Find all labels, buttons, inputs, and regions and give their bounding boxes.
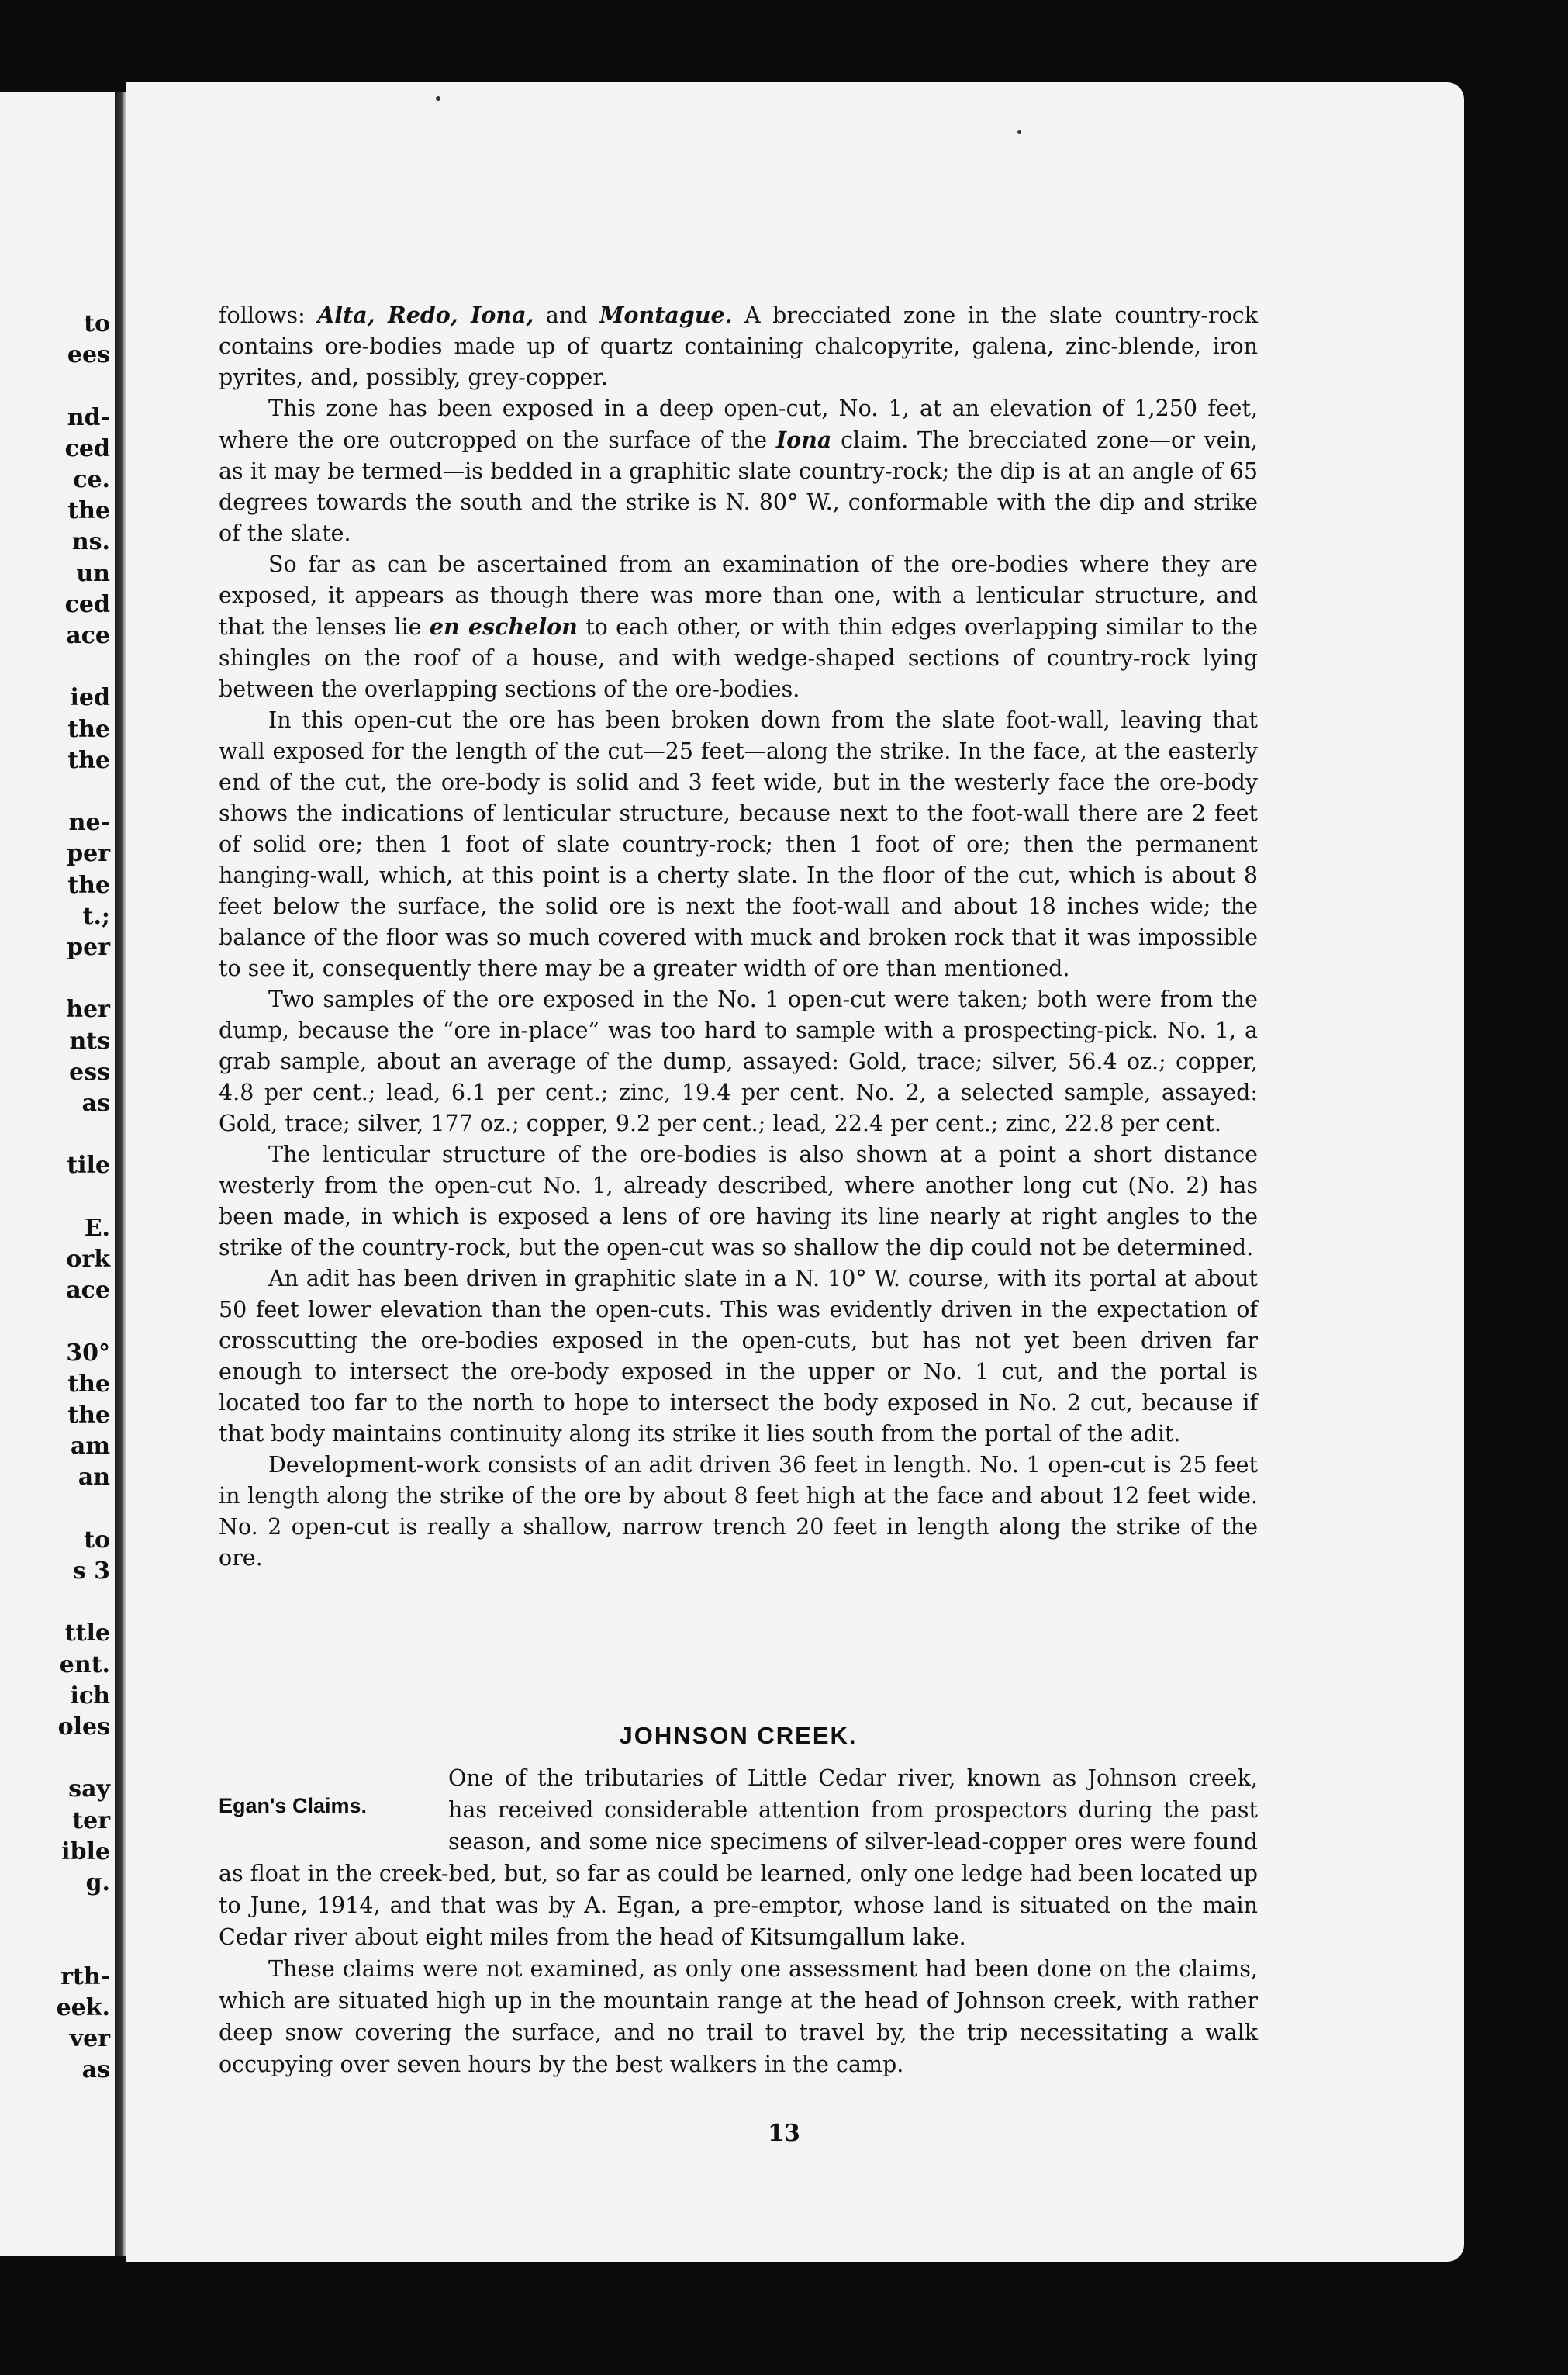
italic-run: Montague. — [599, 302, 733, 328]
section-heading: JOHNSON CREEK. — [619, 1722, 858, 1749]
page-number: 13 — [768, 2120, 800, 2147]
text-run: follows: — [219, 302, 318, 328]
facing-page-fragment: g. — [85, 1869, 110, 1896]
facing-page-fragment: am — [70, 1433, 110, 1461]
facing-page-fragment: to — [84, 310, 110, 337]
facing-page-fragment: per — [67, 840, 110, 868]
facing-page-fragment: eek. — [56, 1993, 110, 2021]
paragraph: These claims were not examined, as only one assessment had been done on the claims, which are situated high up in the mountain range at the head of Johnson creek, with rather deep snow covering the surface, and no trail to travel by, the trip necessitating a walk occupying over seven hours by the best walkers in the camp. — [219, 1956, 1258, 2077]
facing-page-fragment: to — [84, 1526, 110, 1554]
facing-page-fragment: the — [67, 715, 110, 743]
facing-page-fragment: ced — [64, 590, 110, 618]
text-run: claim. The brecciated zone—or vein, as it may be termed—is bedded in a graphitic slate country-rock; the dip is at an angle of 65 degrees towards the south and the strike is N. 80° W., conformable with the dip and strike of the slate. — [219, 427, 1258, 546]
paragraph: One of the tributaries of Little Cedar river, known as Johnson creek, has received considerable attention from prospectors during the past season, and some nice specimens of silver-lead-copper ores were found as float in the creek-bed, but, so far as could be learned, only one ledge had been located up to June, 1914, and that was by A. Egan, a pre-emptor, whose land is situated on the main Cedar river about eight miles from the head of Kitsumgallum lake. — [219, 1765, 1258, 1950]
facing-page-fragment: ace — [66, 622, 110, 649]
facing-page-fragment: t.; — [82, 902, 110, 930]
text-run: A brecciated zone in the slate country-rock contains ore-bodies made up of quartz containing chalcopyrite, galena, zinc-blende, iron pyrites, and, possibly, grey-copper. — [219, 302, 1258, 390]
sidenote-egans-claims: Egan's Claims. — [219, 1794, 367, 1817]
facing-page-fragment: ible — [61, 1837, 110, 1865]
text-run: This zone has been exposed in a deep open-cut, No. 1, at an elevation of 1,250 feet, where the ore outcropped on the surface of the — [219, 396, 1258, 453]
facing-page-fragment: her — [66, 996, 110, 1024]
paragraph — [219, 393, 1258, 549]
paragraph — [219, 299, 1258, 393]
text-run: The lenticular structure of the ore-bodies is also shown at a point a short distance westerly from the open-cut No. 1, already described, where another long cut (No. 2) has been made, in which is exposed a lens of ore having its line nearly at right angles to the strike of the country-rock, but the open-cut was so shallow the dip could not be determined. — [219, 1142, 1258, 1260]
facing-page-fragment: ork — [66, 1246, 110, 1273]
text-run: to each other, or with thin edges overlapping similar to the shingles on the roof of a house, and with wedge-shaped sections of country-rock lying between the overlapping sections of the ore-bodies. — [219, 614, 1259, 702]
paragraph — [219, 984, 1258, 1139]
text-run: In this open-cut the ore has been broken down from the slate foot-wall, leaving that wall exposed for the length of the cut—25 feet—along the strike. In the face, at the easterly end of the cut, the ore-body is solid and 3 feet wide, but in the westerly face the ore-body shows the indications of lenticular structure, because next to the foot-wall there are 2 feet of solid ore; then 1 foot of slate country-rock; then 1 foot of ore; then the permanent hanging-wall, which, at this point is a cherty slate. In the floor of the cut, which is about 8 feet below the surface, the solid ore is next the foot-wall and about 18 inches wide; the balance of the floor was so much covered with muck and broken rock that it was impossible to see it, consequently there may be a greater width of ore than mentioned. — [219, 707, 1258, 981]
facing-page-fragment: an — [78, 1464, 110, 1492]
facing-page-fragment: tile — [67, 1152, 110, 1180]
speck — [436, 96, 440, 101]
facing-page-fragment: ees — [67, 341, 110, 369]
facing-page-fragment: the — [67, 1370, 110, 1398]
text-run: So far as can be ascertained from an examination of the ore-bodies where they are exposed, it appears as though there was more than one, with a lenticular structure, and that the lenses lie — [219, 551, 1258, 640]
facing-page-fragment: un — [76, 559, 110, 587]
facing-page-fragment: ver — [69, 2025, 110, 2052]
facing-page-fragment: nd- — [67, 403, 110, 431]
facing-page-fragment: nts — [69, 1027, 110, 1055]
facing-page-fragment: the — [67, 746, 110, 774]
italic-run: Iona — [775, 427, 832, 453]
facing-page-fragment: the — [67, 1402, 110, 1429]
italic-run: en eschelon — [429, 614, 578, 640]
facing-page-fragment: ace — [66, 1277, 110, 1305]
text-run: and — [534, 302, 599, 328]
facing-page-fragment: ns. — [71, 528, 110, 556]
facing-page-fragment: as — [81, 1090, 110, 1117]
facing-page-fragment: ich — [70, 1682, 110, 1710]
page-gutter — [115, 92, 126, 2256]
facing-page-fragment: say — [68, 1775, 110, 1803]
body-text — [219, 299, 1258, 1574]
facing-page-fragment: ied — [70, 684, 110, 712]
facing-page-fragment: ced — [64, 434, 110, 462]
facing-page-fragment: the — [67, 497, 110, 525]
facing-page-fragment: ne- — [68, 809, 110, 837]
paragraph — [219, 549, 1258, 705]
facing-page-fragment: the — [67, 871, 110, 899]
facing-page-edge — [0, 92, 115, 2256]
facing-page-fragment: ce. — [73, 466, 110, 493]
facing-page-fragment: oles — [57, 1713, 110, 1741]
johnson-creek-section — [219, 1762, 1258, 2080]
paragraph — [219, 1264, 1258, 1450]
facing-page-fragment: per — [67, 934, 110, 961]
facing-page-fragment: E. — [84, 1214, 110, 1242]
facing-page-fragment: s 3 — [72, 1557, 110, 1585]
paragraph — [219, 1450, 1258, 1574]
italic-run: Alta, Redo, Iona, — [317, 302, 534, 328]
speck — [1017, 130, 1021, 134]
facing-page-fragment: rth- — [60, 1962, 110, 1990]
facing-page-fragment: ttle — [64, 1620, 110, 1647]
facing-page-fragment: ter — [72, 1806, 110, 1834]
paragraph — [219, 1139, 1258, 1264]
text-run: Development-work consists of an adit driven 36 feet in length. No. 1 open-cut is 25 feet in length along the strike of the ore by about 8 feet high at the face and about 12 feet wide. No. 2 open-cut is really a shallow, narrow trench 20 feet in length along the strike of the ore. — [219, 1452, 1258, 1571]
text-run: Two samples of the ore exposed in the No. 1 open-cut were taken; both were from the dump, because the “ore in-place” was too hard to sample with a prospecting-pick. No. 1, a grab sample, about an average of the dump, assayed: Gold, trace; silver, 56.4 oz.; copper, 4.8 per cent.; lead, 6.1 per cent.; zinc, 19.4 per cent. No. 2, a selected sample, assayed: Gold, trace; silver, 177 oz.; copper, 9.2 per cent.; lead, 22.4 per cent.; zinc, 22.8 per cent. — [219, 987, 1258, 1136]
facing-page-fragment: ess — [69, 1058, 110, 1086]
paragraph — [219, 705, 1258, 984]
facing-page-fragment: as — [81, 2056, 110, 2084]
text-run: An adit has been driven in graphitic slate in a N. 10° W. course, with its portal at about 50 feet lower elevation than the open-cuts. This was evidently driven in the expectation of crosscutting the ore-bodies exposed in the open-cuts, but has not yet been driven far enough to intersect the ore-body exposed in the upper or No. 1 cut, and the portal is located too far to the north to hope to intersect the body exposed in No. 2 cut, because if that body maintains continuity along its strike it lies south from the portal of the adit. — [219, 1266, 1258, 1447]
facing-page-fragment: ent. — [59, 1651, 110, 1678]
facing-page-fragment: 30° — [66, 1339, 110, 1367]
